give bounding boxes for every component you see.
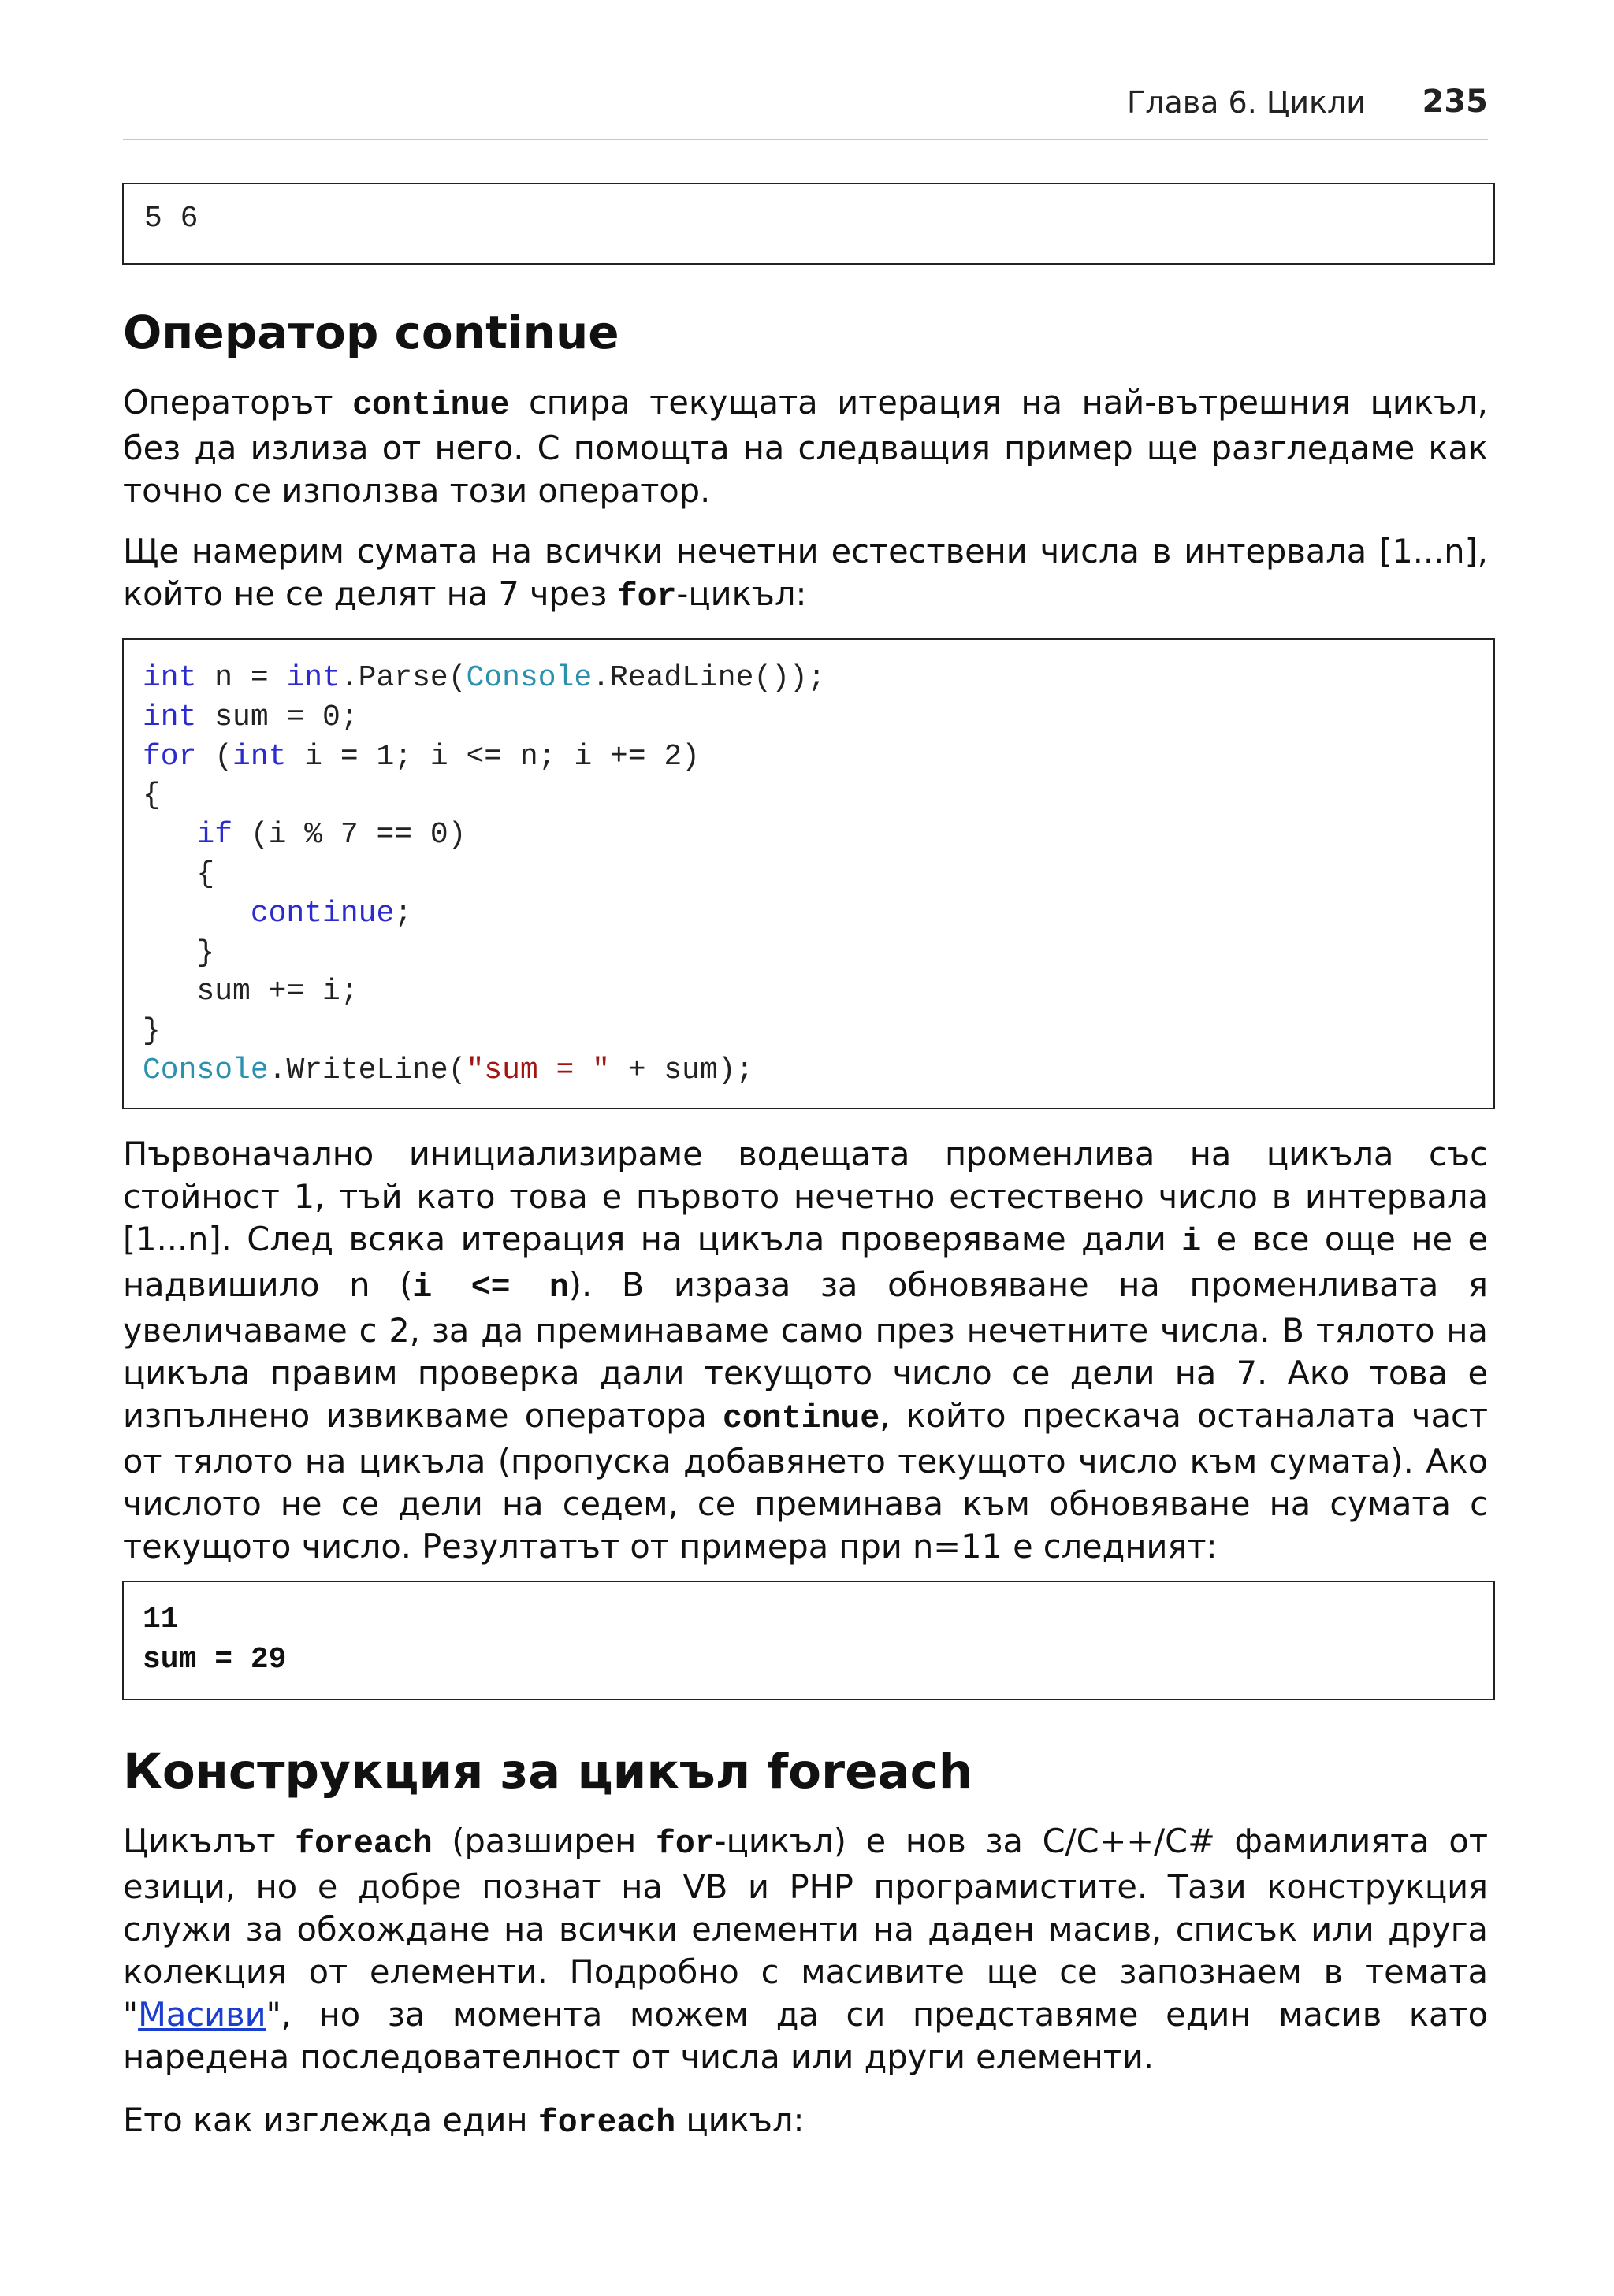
- inline-code: for: [617, 578, 677, 615]
- code-listing: int n = int.Parse(Console.ReadLine()); int sum = 0; for (int i = 1; i <= n; i += 2) { if (i % 7 == 0) { continue; } sum += i; } Console.WriteLine("sum = " + sum);: [143, 661, 826, 1087]
- paragraph-continue-example: Ще намерим сумата на всички нечетни естествени числа в интервала [1...n], който не се делят на 7 чрез for-цикъл:: [123, 532, 1488, 615]
- inline-code: continue: [352, 387, 510, 424]
- inline-code: foreach: [537, 2105, 676, 2142]
- paragraph-continue-explanation: Първоначално инициализираме водещата променлива на цикъла със стойност 1, тъй като това е първото нечетно естествено число в интервала [1...n]. След всяка итерация на цикъла проверяваме дали i е все още не е надвишило n (i <= n). В израза за обновяване на променливата я увеличаваме с 2, за да преминаваме само през нечетните числа. В тялото на цикъла правим проверка дали текущото число се дели на 7. Ако това е изпълнено извикваме оператора continue, който прескача останалата част от тялото на цикъла (пропуска добавянето текущото число към сумата). Ако числото не се дели на седем, се преминава към обновяване на сумата с текущото число. Резултатът от примера при n=11 е следният:: [123, 1135, 1488, 1566]
- inline-code: i: [1181, 1224, 1202, 1261]
- paragraph-continue-intro: Операторът continue спира текущата итерация на най-вътрешния цикъл, без да излиза от него. С помощта на следващия пример ще разгледаме как точно се използва този оператор.: [123, 383, 1488, 510]
- chapter-title: Глава 6. Цикли: [1127, 85, 1366, 120]
- page-header: [123, 76, 1488, 131]
- code-block-continue: [122, 638, 1495, 1109]
- page-number: 235: [1422, 84, 1488, 120]
- inline-code: for: [655, 1826, 715, 1863]
- output-box-sum: [122, 1581, 1495, 1700]
- paragraph-foreach-example: Ето как изглежда един foreach цикъл:: [123, 2101, 805, 2142]
- inline-code: i <= n: [412, 1269, 569, 1306]
- inline-code: continue: [722, 1400, 880, 1437]
- output-text: 5 6: [144, 202, 199, 236]
- link-arrays-chapter[interactable]: Масиви: [138, 1995, 266, 2034]
- paragraph-foreach-intro: Цикълът foreach (разширен for-цикъл) е нов за C/C++/C# фамилията от езици, но е добре познат на VB и PHP програмистите. Тази конструкция служи за обхождане на всички елементи на даден масив, списък или друга колекция от елементи. Подробно с масивите ще се запознаем в темата "Масиви", но за момента можем да си представяме един масив като наредена последователност от числа или други елементи.: [123, 1822, 1488, 2076]
- output-line-2: sum = 29: [143, 1643, 287, 1677]
- section-heading-foreach: Конструкция за цикъл foreach: [123, 1744, 973, 1800]
- inline-code: foreach: [295, 1826, 433, 1863]
- header-divider: [123, 139, 1488, 140]
- output-line-1: 11: [143, 1603, 179, 1637]
- section-heading-continue: Оператор continue: [123, 306, 619, 359]
- output-box-top: [122, 183, 1495, 265]
